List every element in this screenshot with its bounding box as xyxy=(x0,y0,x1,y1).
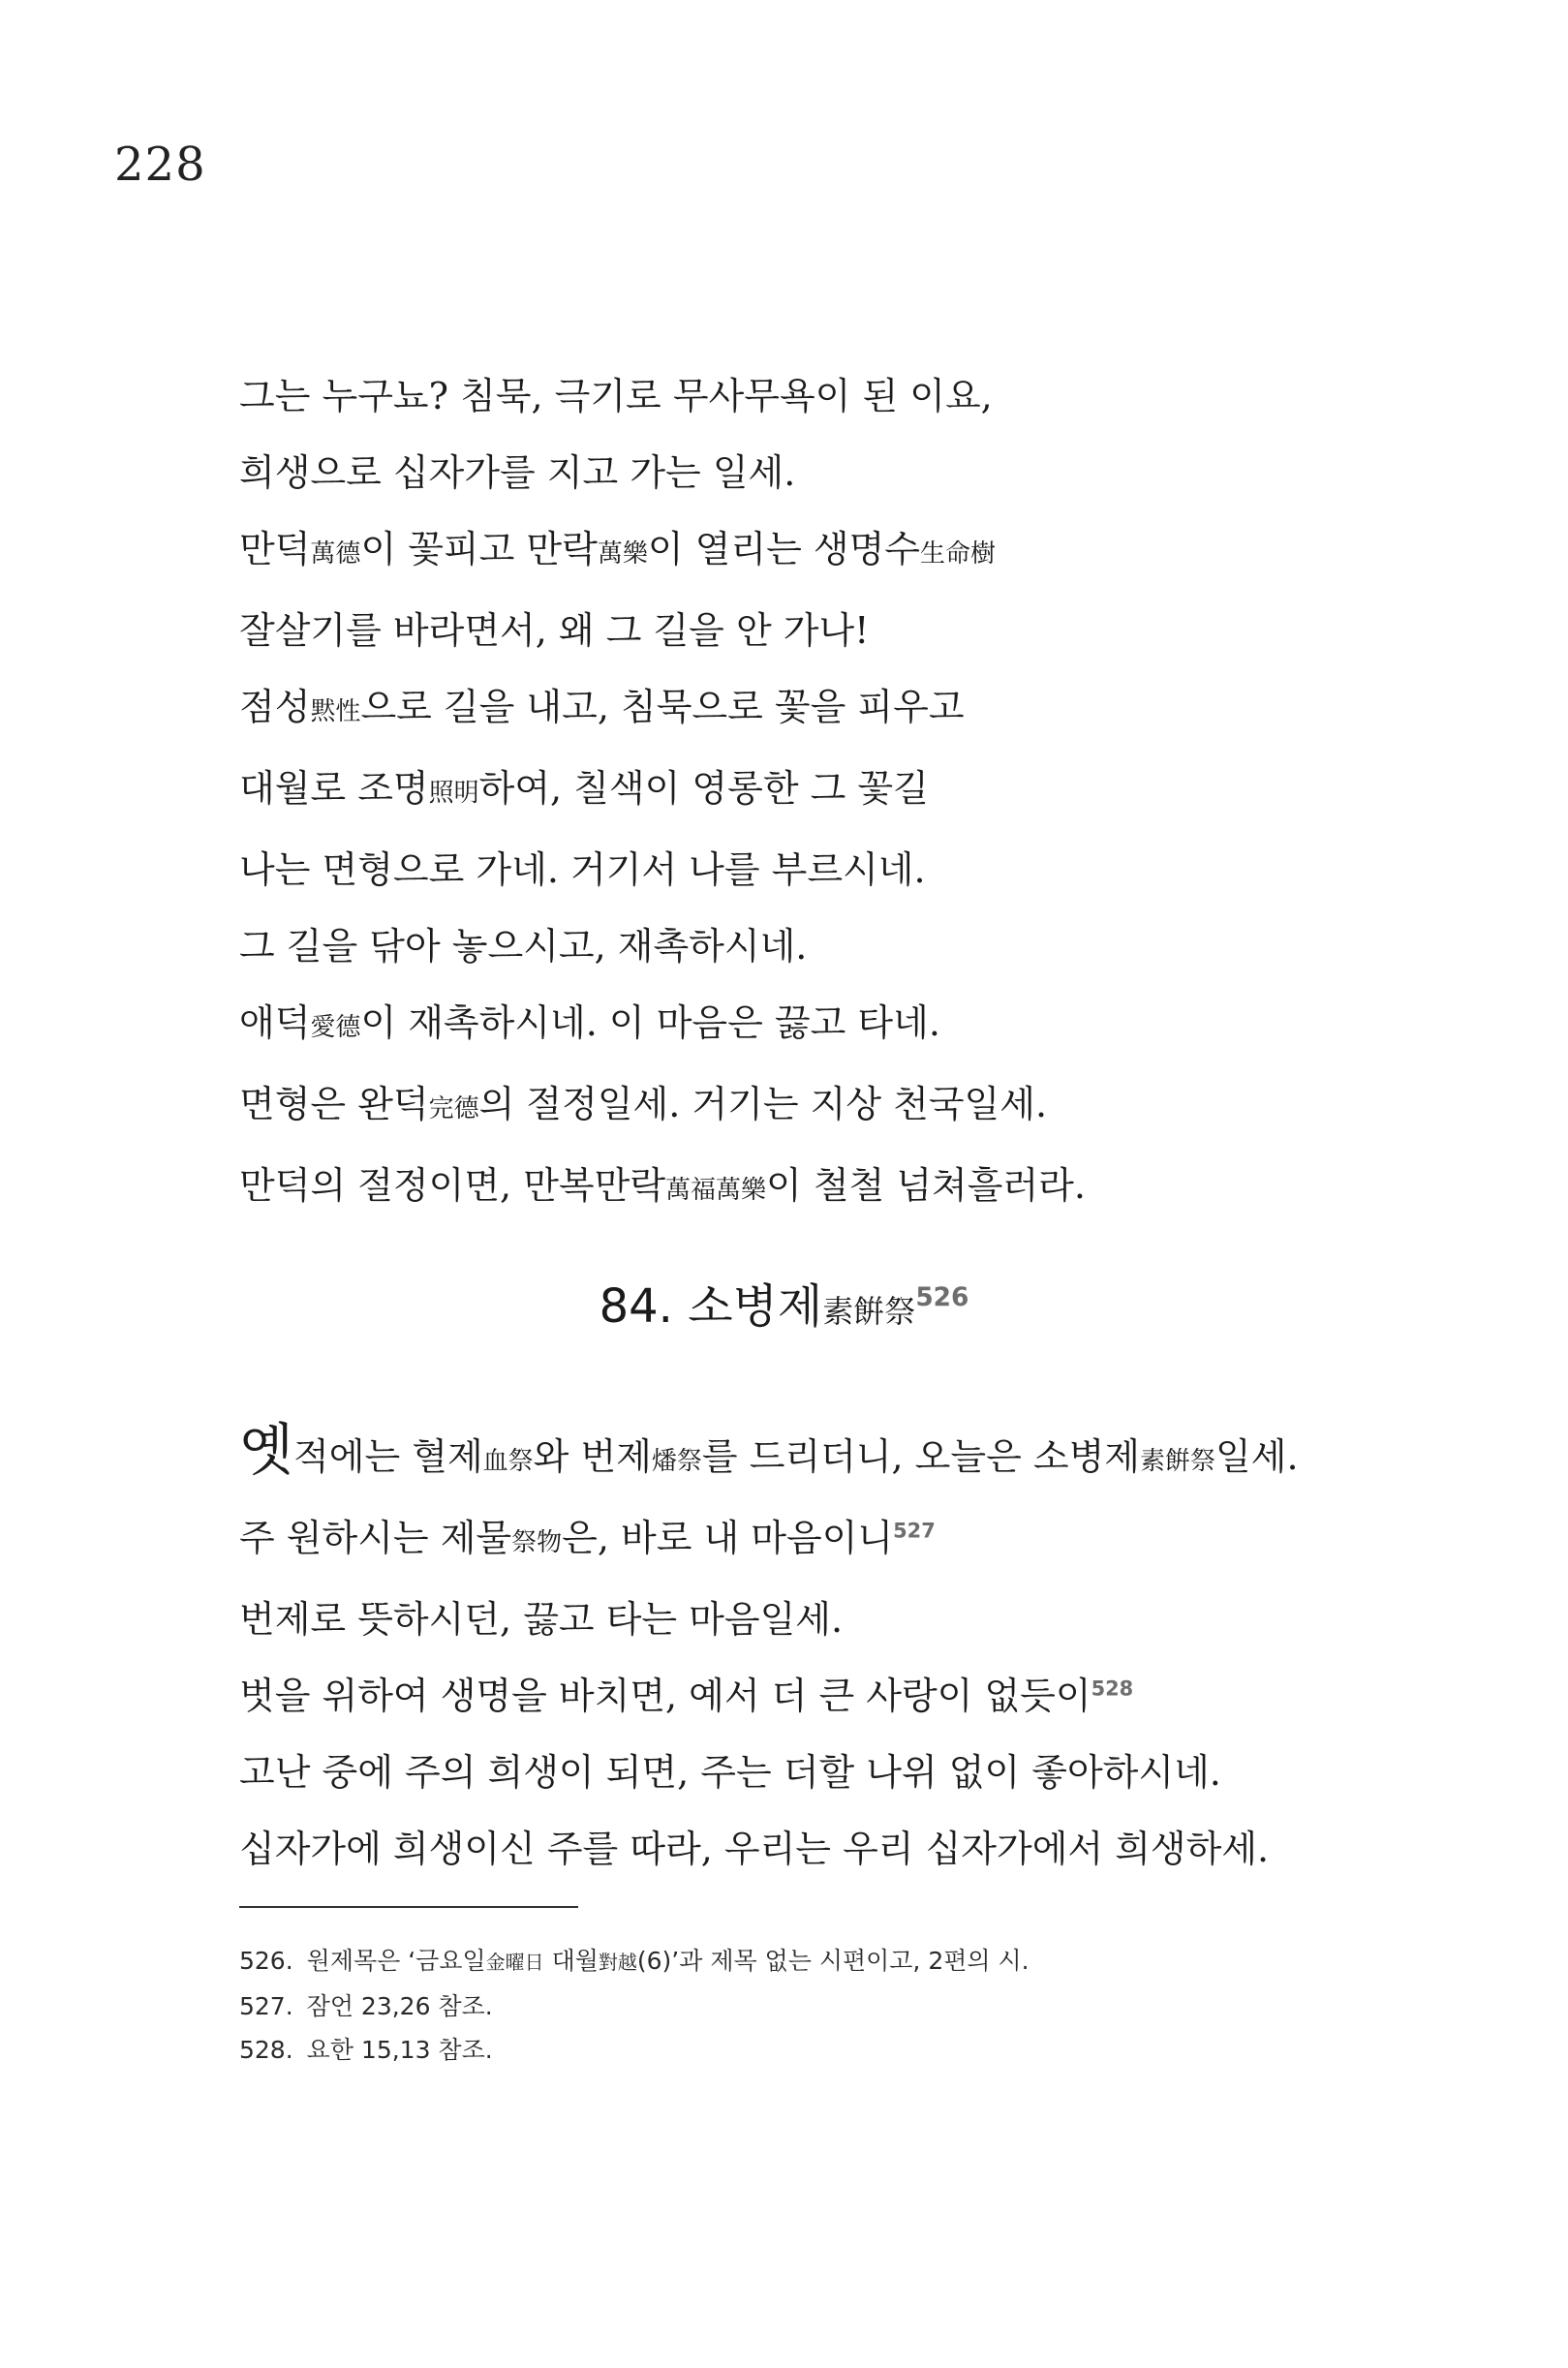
hanja-annotation: 素餠祭 xyxy=(1140,1447,1216,1476)
text-segment: 이 철철 넘쳐흘러라. xyxy=(766,1164,1086,1207)
text-segment: 대월 xyxy=(543,1947,599,1975)
text-segment: 의 절정일세. 거기는 지상 천국일세. xyxy=(478,1083,1048,1125)
text-segment: 점성 xyxy=(239,686,311,728)
text-segment: 잠언 23,26 참조. xyxy=(306,1992,493,2020)
text-segment: 은, 바로 내 마음이니 xyxy=(562,1517,894,1559)
text-segment: 와 번제 xyxy=(533,1435,652,1478)
poem-line xyxy=(239,1066,1401,1148)
text-segment: 십자가에 희생이신 주를 따라, 우리는 우리 십자가에서 희생하세. xyxy=(239,1828,1270,1870)
section-title xyxy=(0,1269,1568,1336)
text-segment: 번제로 뜻하시던, 끓고 타는 마음일세. xyxy=(239,1598,844,1641)
footnote-item xyxy=(239,2028,1401,2072)
poem-line xyxy=(239,832,1401,908)
text-segment: 희생으로 십자가를 지고 가는 일세. xyxy=(239,451,796,494)
section-title-hanja: 素餠祭 xyxy=(822,1293,916,1330)
hanja-annotation: 照明 xyxy=(428,779,479,808)
hanja-annotation: 愛德 xyxy=(310,1013,361,1042)
text-segment: 고난 중에 주의 희생이 되면, 주는 더할 나위 없이 좋아하시네. xyxy=(239,1751,1221,1794)
poem-line xyxy=(239,358,1401,435)
text-segment: 주 원하시는 제물 xyxy=(239,1517,512,1559)
footnote-number: 526. xyxy=(239,1947,293,1975)
poem-stanza-2 xyxy=(239,1419,1450,1888)
hanja-annotation: 燔祭 xyxy=(651,1447,702,1476)
hanja-annotation: 萬德 xyxy=(310,539,361,569)
hanja-annotation: 生命樹 xyxy=(920,539,997,569)
footnote-item xyxy=(239,1939,1401,1984)
footnote-ref[interactable]: 526 xyxy=(915,1282,969,1312)
text-segment: 그는 누구뇨? 침묵, 극기로 무사무욕이 된 이요, xyxy=(239,375,993,417)
hanja-annotation: 黙性 xyxy=(310,697,361,726)
text-segment: 하여, 칠색이 영롱한 그 꽃길 xyxy=(478,767,929,810)
text-segment: 원제목은 ‘금요일 xyxy=(306,1947,486,1975)
hanja-annotation: 萬福萬樂 xyxy=(665,1176,767,1205)
hanja-annotation: 完德 xyxy=(428,1094,479,1123)
text-segment: 애덕 xyxy=(239,1001,311,1044)
footnote-ref[interactable]: 527 xyxy=(893,1519,936,1543)
text-segment: 적에는 혈제 xyxy=(293,1435,483,1478)
poem-line xyxy=(239,985,1401,1066)
poem-line xyxy=(239,1500,1450,1582)
text-segment: 만덕 xyxy=(239,528,311,570)
poem-line xyxy=(239,1811,1450,1888)
hanja-annotation: 祭物 xyxy=(511,1528,563,1557)
hanja-annotation: 萬樂 xyxy=(597,539,648,569)
page-number: 228 xyxy=(114,138,206,192)
footnote-divider xyxy=(239,1906,578,1908)
text-segment: (6)’과 제목 없는 시편이고, 2편의 시. xyxy=(636,1947,1030,1975)
section-number: 84. xyxy=(599,1279,673,1334)
footnote-ref[interactable]: 528 xyxy=(1091,1676,1134,1701)
poem-line xyxy=(239,1735,1450,1811)
poem-stanza-1 xyxy=(239,358,1401,1229)
hanja-annotation: 血祭 xyxy=(482,1447,534,1476)
footnotes xyxy=(239,1939,1401,2072)
text-segment: 나는 면형으로 가네. 거기서 나를 부르시네. xyxy=(239,848,926,891)
text-segment: 면형은 완덕 xyxy=(239,1083,429,1125)
drop-initial: 옛 xyxy=(239,1417,294,1483)
poem-line xyxy=(239,908,1401,985)
text-segment: 대월로 조명 xyxy=(239,767,429,810)
footnote-number: 527. xyxy=(239,1992,293,2020)
hanja-annotation: 金曜日 xyxy=(485,1951,544,1974)
poem-line xyxy=(239,1148,1401,1229)
text-segment: 이 열리는 생명수 xyxy=(647,528,920,570)
text-segment: 그 길을 닦아 놓으시고, 재촉하시네. xyxy=(239,925,808,968)
text-segment: 를 드리더니, 오늘은 소병제 xyxy=(701,1435,1141,1478)
poem-line xyxy=(239,751,1401,832)
poem-line xyxy=(239,1658,1450,1735)
text-segment: 잘살기를 바라면서, 왜 그 길을 안 가나! xyxy=(239,609,870,652)
poem-line xyxy=(239,511,1401,593)
text-segment: 일세. xyxy=(1215,1435,1299,1478)
section-title-text: 소병제 xyxy=(688,1279,823,1334)
poem-line xyxy=(239,593,1401,669)
footnote-number: 528. xyxy=(239,2036,293,2064)
text-segment: 만덕의 절정이면, 만복만락 xyxy=(239,1164,666,1207)
text-segment: 요한 15,13 참조. xyxy=(306,2036,493,2064)
text-segment: 으로 길을 내고, 침묵으로 꽃을 피우고 xyxy=(360,686,965,728)
text-segment: 이 재촉하시네. 이 마음은 끓고 타네. xyxy=(360,1001,940,1044)
hanja-annotation: 對越 xyxy=(598,1951,637,1974)
poem-line xyxy=(239,1582,1450,1658)
poem-line xyxy=(239,1419,1450,1500)
text-segment: 벗을 위하여 생명을 바치면, 예서 더 큰 사랑이 없듯이 xyxy=(239,1675,1091,1717)
text-segment: 이 꽃피고 만락 xyxy=(360,528,598,570)
footnote-item xyxy=(239,1984,1401,2028)
poem-line xyxy=(239,669,1401,751)
poem-line xyxy=(239,435,1401,511)
